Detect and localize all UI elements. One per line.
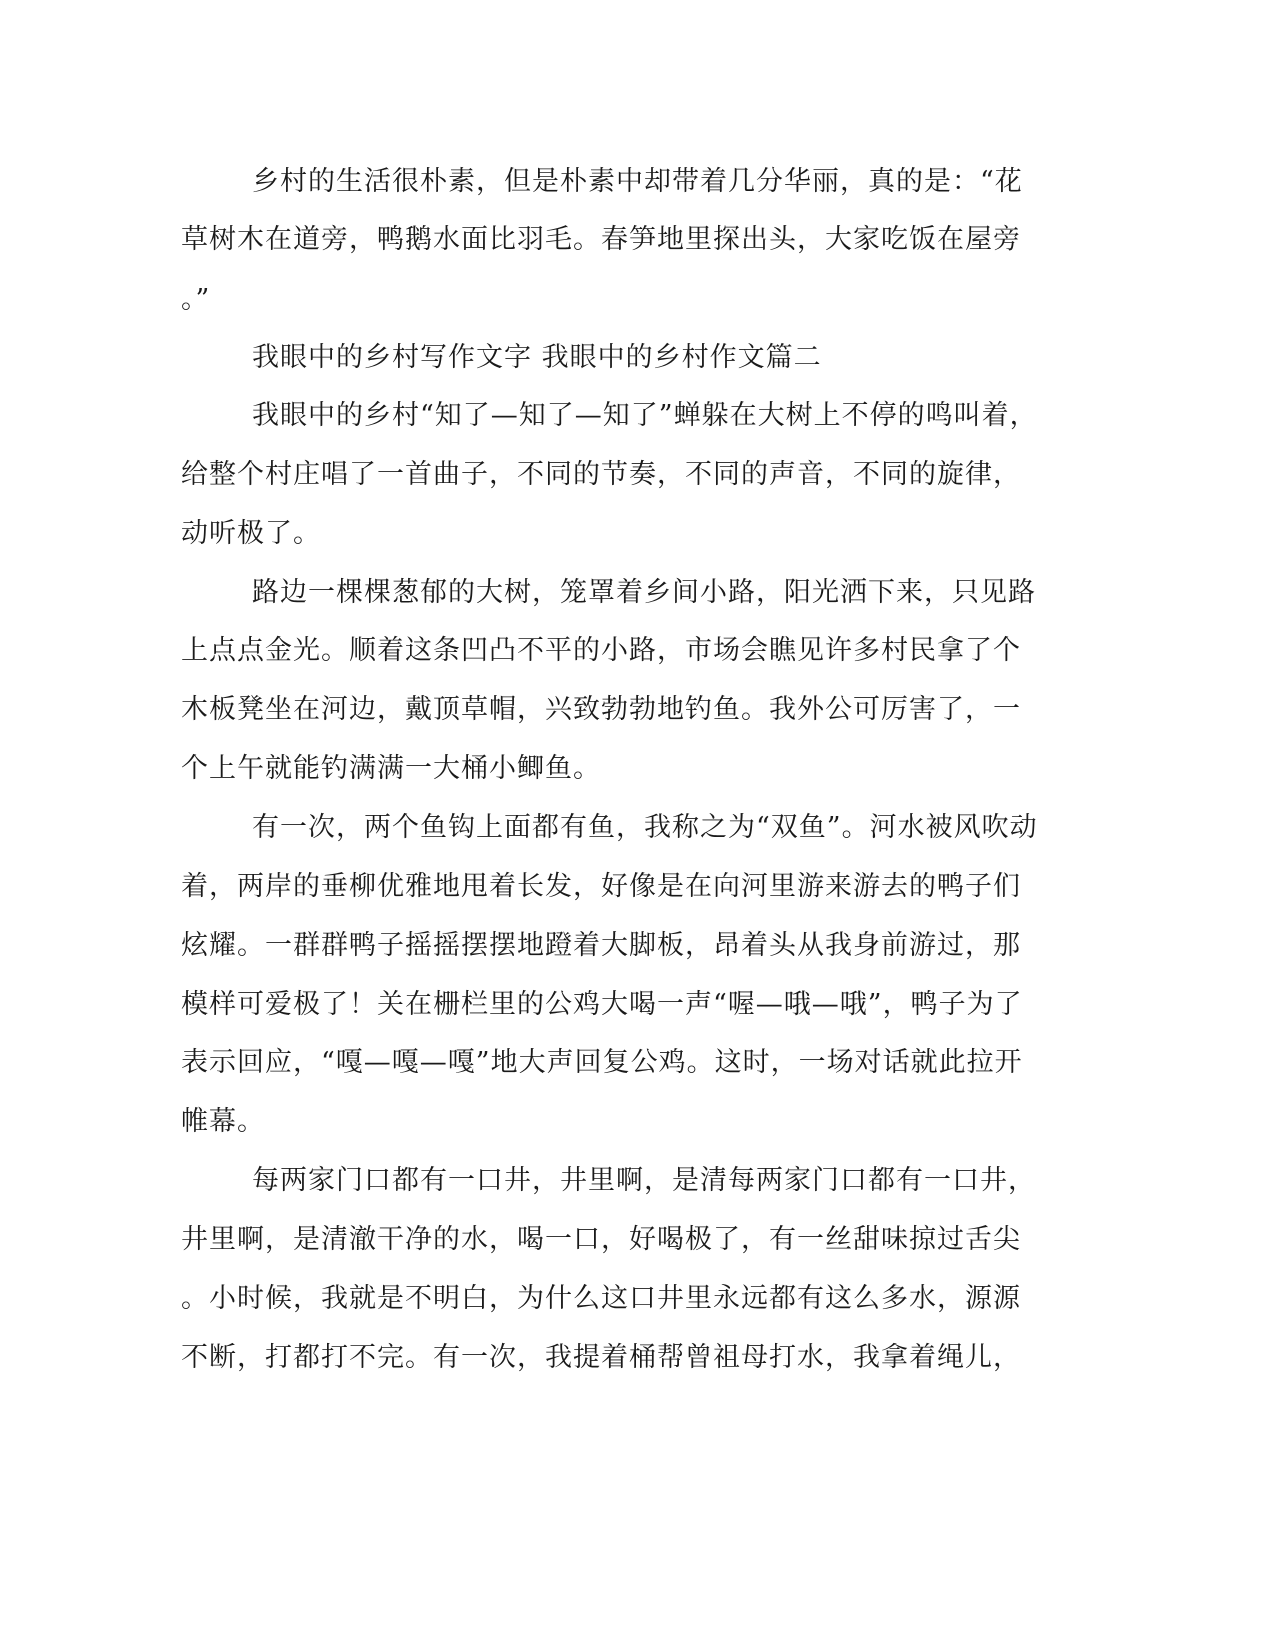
text-line: 动听极了。 (181, 518, 321, 549)
text-line: 上点点金光。顺着这条凹凸不平的小路，市场会瞧见许多村民拿了个 (181, 635, 1021, 666)
text-line: 着，两岸的垂柳优雅地甩着长发，好像是在向河里游来游去的鸭子们 (181, 871, 1021, 902)
text-line: 草树木在道旁，鸭鹅水面比羽毛。春笋地里探出头，大家吃饭在屋旁 (181, 224, 1021, 255)
text-line: 。小时候，我就是不明白，为什么这口井里永远都有这么多水，源源 (181, 1283, 1021, 1314)
text-line: 表示回应，“嘎—嘎—嘎”地大声回复公鸡。这时，一场对话就此拉开 (181, 1047, 1023, 1078)
text-line: 乡村的生活很朴素，但是朴素中却带着几分华丽，真的是：“花 (252, 166, 1023, 197)
text-line: 路边一棵棵葱郁的大树，笼罩着乡间小路，阳光洒下来，只见路 (252, 577, 1036, 608)
text-line: 。” (181, 284, 211, 315)
text-line: 炫耀。一群群鸭子摇摇摆摆地蹬着大脚板，昂着头从我身前游过，那 (181, 930, 1021, 961)
text-line: 每两家门口都有一口井，井里啊，是清每两家门口都有一口井， (252, 1165, 1036, 1196)
text-line: 有一次，两个鱼钩上面都有鱼，我称之为“双鱼”。河水被风吹动 (252, 812, 1038, 843)
text-line: 给整个村庄唱了一首曲子，不同的节奏，不同的声音，不同的旋律， (181, 459, 1021, 490)
text-line: 个上午就能钓满满一大桶小鲫鱼。 (181, 753, 601, 784)
section-heading: 我眼中的乡村写作文字 我眼中的乡村作文篇二 (252, 342, 822, 373)
text-line: 模样可爱极了！关在栅栏里的公鸡大喝一声“喔—哦—哦”，鸭子为了 (181, 989, 1023, 1020)
text-line: 不断，打都打不完。有一次，我提着桶帮曾祖母打水，我拿着绳儿， (181, 1342, 1021, 1373)
text-line: 木板凳坐在河边，戴顶草帽，兴致勃勃地钓鱼。我外公可厉害了，一 (181, 694, 1021, 725)
text-line: 我眼中的乡村“知了—知了—知了”蝉躲在大树上不停的鸣叫着， (252, 400, 1038, 431)
text-line: 井里啊，是清澈干净的水，喝一口，好喝极了，有一丝甜味掠过舌尖 (181, 1224, 1021, 1255)
text-line: 帷幕。 (181, 1106, 265, 1137)
